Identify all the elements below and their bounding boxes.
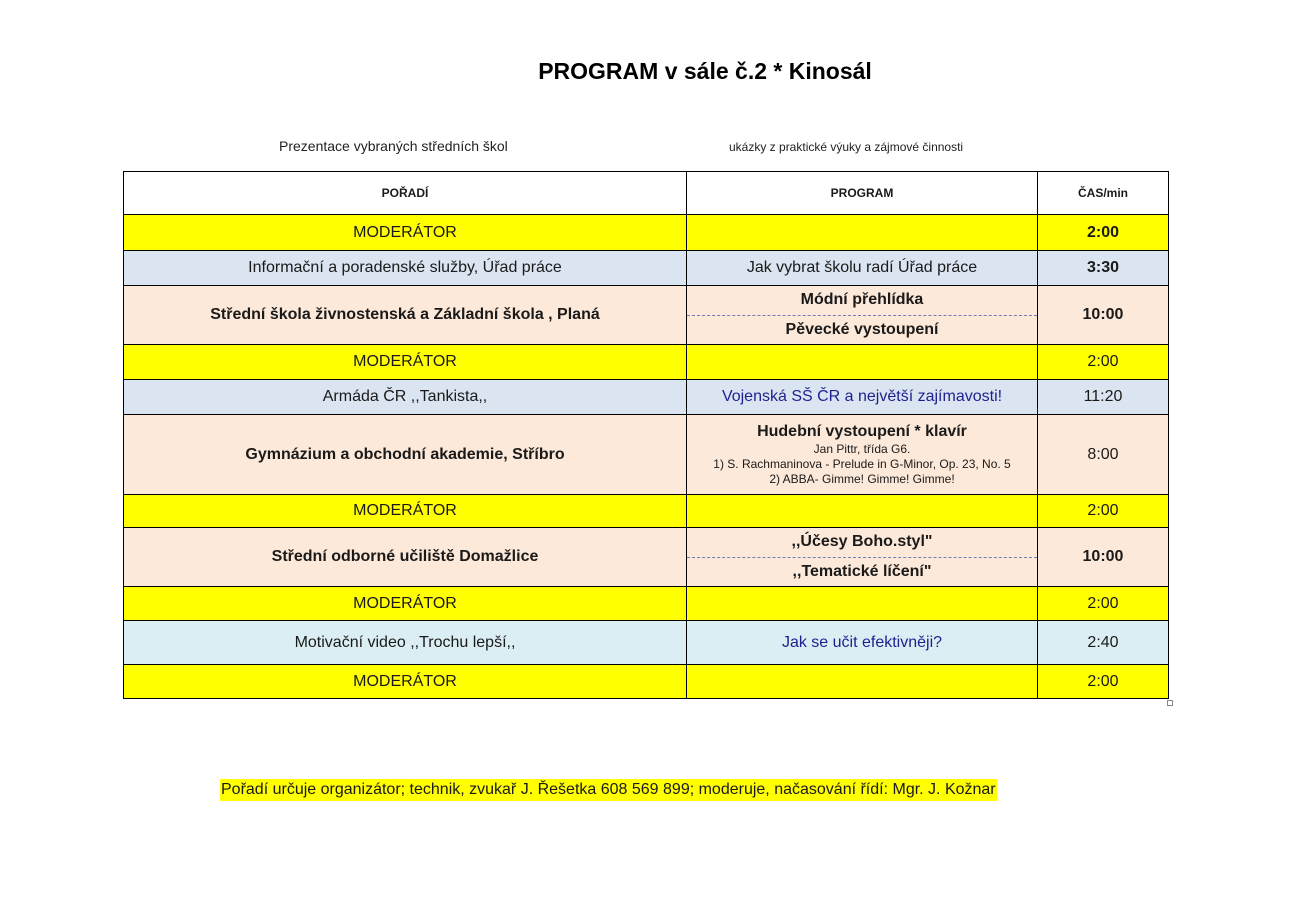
program-cell	[687, 665, 1038, 699]
program-cell: Vojenská SŠ ČR a největší zajímavosti!	[687, 380, 1038, 415]
time-cell: 3:30	[1038, 251, 1169, 286]
header-time: ČAS/min	[1038, 172, 1169, 215]
program-item: Pěvecké vystoupení	[785, 320, 939, 338]
time-cell: 11:20	[1038, 380, 1169, 415]
time-cell: 10:00	[1038, 286, 1169, 345]
order-cell: Informační a poradenské služby, Úřad práce	[124, 251, 687, 286]
order-cell: Motivační video ,,Trochu lepší,,	[124, 621, 687, 665]
table-row	[124, 587, 1169, 621]
order-cell: Střední škola živnostenská a Základní škola , Planá	[124, 286, 687, 345]
program-table	[123, 171, 1169, 699]
program-cell	[687, 528, 1038, 587]
program-cell: Jak se učit efektivněji?	[687, 621, 1038, 665]
program-line: 2) ABBA- Gimme! Gimme! Gimme!	[769, 472, 955, 486]
program-cell	[687, 415, 1038, 495]
program-cell	[687, 345, 1038, 380]
time-cell: 2:00	[1038, 665, 1169, 699]
table-row	[124, 495, 1169, 528]
program-item: ,,Účesy Boho.styl"	[687, 528, 1037, 558]
header-program: PROGRAM	[687, 172, 1038, 215]
program-cell	[687, 495, 1038, 528]
program-cell	[687, 587, 1038, 621]
time-cell: 2:40	[1038, 621, 1169, 665]
header-order: POŘADÍ	[124, 172, 687, 215]
table-row	[124, 380, 1169, 415]
time-cell: 2:00	[1038, 495, 1169, 528]
table-row	[124, 345, 1169, 380]
subtitle-left: Prezentace vybraných středních škol	[279, 138, 508, 154]
time-cell: 10:00	[1038, 528, 1169, 587]
order-cell: MODERÁTOR	[124, 665, 687, 699]
footer-note: Pořadí určuje organizátor; technik, zvukař J. Řešetka 608 569 899; moderuje, načasování řídí: Mgr. J. Kožnar	[220, 779, 997, 801]
order-cell: MODERÁTOR	[124, 215, 687, 251]
subtitle-right: ukázky z praktické výuky a zájmové činnosti	[729, 140, 964, 154]
table-row	[124, 621, 1169, 665]
table-row	[124, 665, 1169, 699]
header-row	[124, 172, 1169, 215]
time-cell: 8:00	[1038, 415, 1169, 495]
order-cell: MODERÁTOR	[124, 345, 687, 380]
table-row	[124, 215, 1169, 251]
order-cell: MODERÁTOR	[124, 587, 687, 621]
program-item: Módní přehlídka	[687, 286, 1037, 316]
table-row	[124, 251, 1169, 286]
program-item: ,,Tematické líčení"	[792, 562, 932, 580]
table-resize-handle[interactable]	[1167, 700, 1173, 706]
program-title: Hudební vystoupení * klavír	[757, 423, 967, 440]
program-line: Jan Pittr, třída G6.	[813, 442, 911, 456]
order-cell: Armáda ČR ,,Tankista,,	[124, 380, 687, 415]
program-cell	[687, 215, 1038, 251]
page-title: PROGRAM v sále č.2 * Kinosál	[538, 58, 872, 84]
order-cell: MODERÁTOR	[124, 495, 687, 528]
program-cell	[687, 286, 1038, 345]
program-line: 1) S. Rachmaninova - Prelude in G-Minor, Op. 23, No. 5	[713, 457, 1011, 471]
order-cell: Gymnázium a obchodní akademie, Stříbro	[124, 415, 687, 495]
table-row	[124, 415, 1169, 495]
order-cell: Střední odborné učiliště Domažlice	[124, 528, 687, 587]
table-row	[124, 528, 1169, 587]
program-cell: Jak vybrat školu radí Úřad práce	[687, 251, 1038, 286]
time-cell: 2:00	[1038, 345, 1169, 380]
table-row	[124, 286, 1169, 345]
time-cell: 2:00	[1038, 215, 1169, 251]
time-cell: 2:00	[1038, 587, 1169, 621]
